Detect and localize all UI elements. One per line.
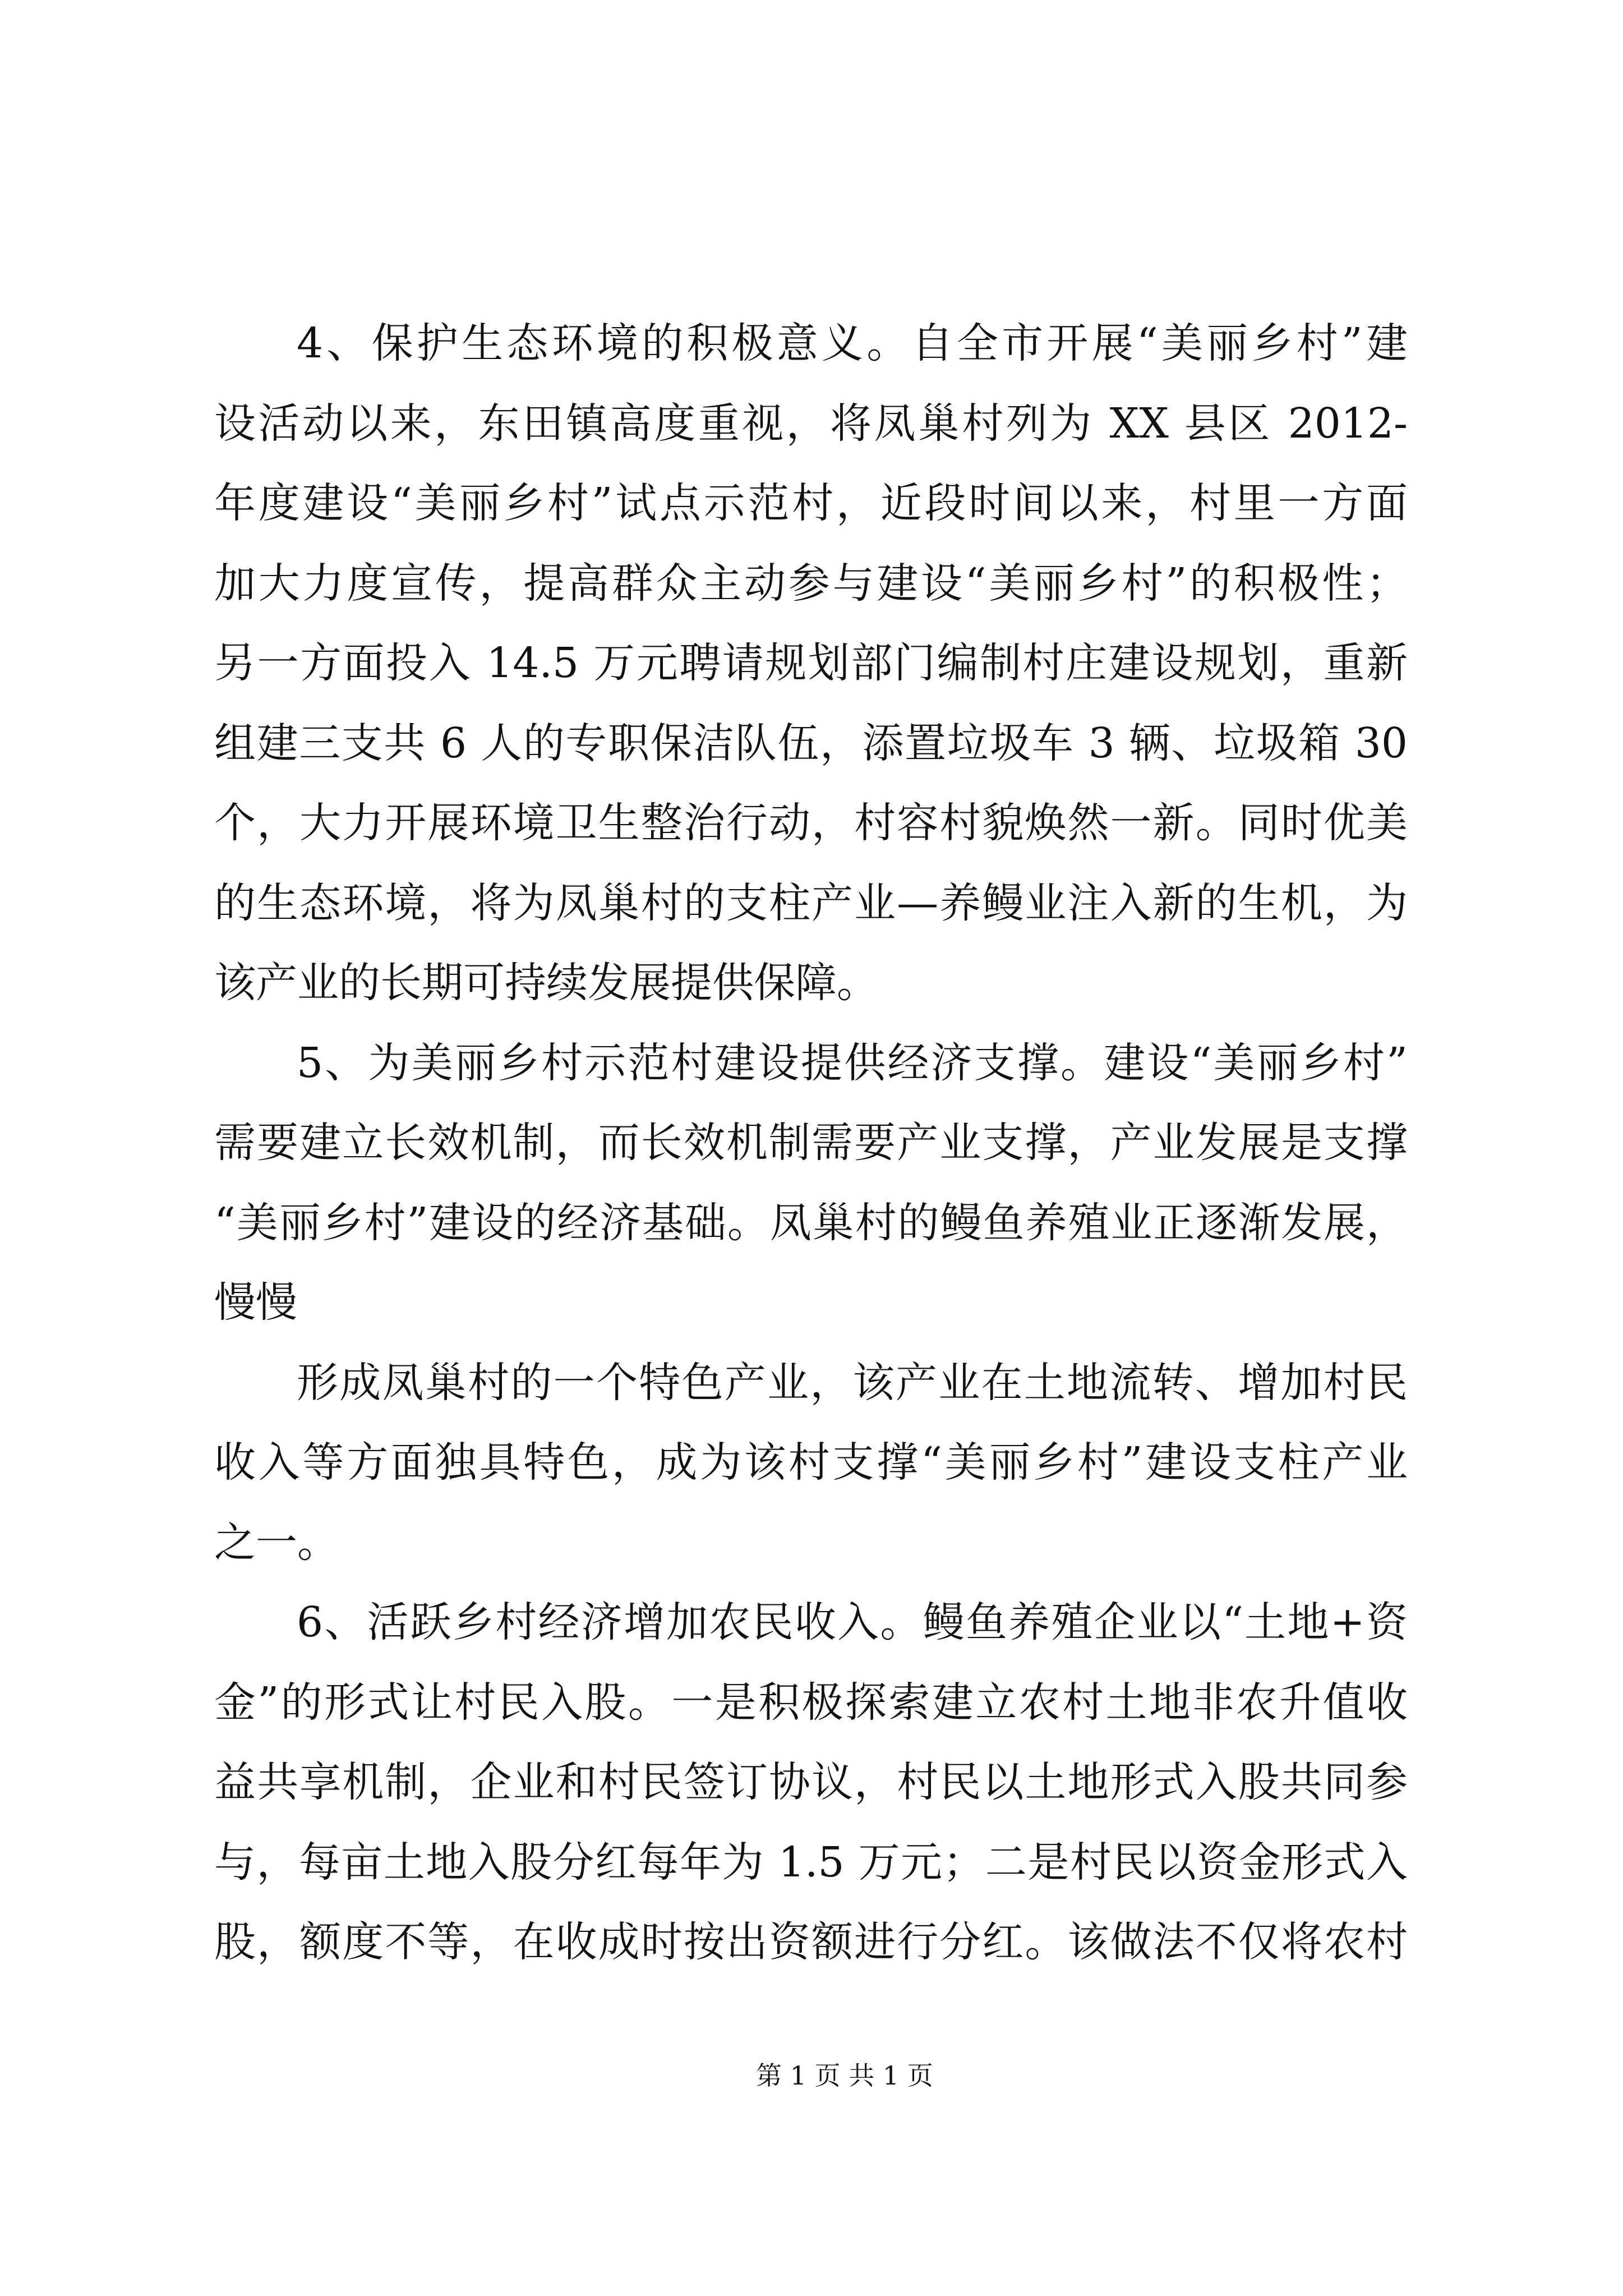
text-line: 金”的形式让村民入股。一是积极探索建立农村土地非农升值收	[214, 1678, 1408, 1727]
text-line: 该产业的长期可持续发展提供保障。	[214, 959, 878, 1007]
page-footer: 第 1 页 共 1 页	[756, 2060, 933, 2091]
text-line: 组建三支共 6 人的专职保洁队伍，添置垃圾车 3 辆、垃圾箱 30	[214, 719, 1408, 767]
text-line: 之一。	[214, 1518, 339, 1567]
paragraph-4	[214, 303, 1408, 1023]
text-line: 个，大力开展环境卫生整治行动，村容村貌焕然一新。同时优美	[214, 799, 1408, 847]
text-line: 形成凤巢村的一个特色产业，该产业在土地流转、增加村民	[297, 1358, 1408, 1407]
text-line: 设活动以来，东田镇高度重视，将凤巢村列为 XX 县区 2012-	[214, 399, 1408, 448]
paragraph-6	[214, 1582, 1408, 1982]
document-body	[214, 303, 1408, 1982]
text-line: 股，额度不等，在收成时按出资额进行分红。该做法不仅将农村	[214, 1918, 1408, 1966]
text-line: 加大力度宣传，提高群众主动参与建设“美丽乡村”的积极性；	[214, 559, 1408, 608]
text-line: 6、活跃乡村经济增加农民收入。鳗鱼养殖企业以“土地+资	[297, 1598, 1408, 1646]
text-line: “美丽乡村”建设的经济基础。凤巢村的鳗鱼养殖业正逐渐发展，	[214, 1198, 1408, 1247]
text-line: 的生态环境，将为凤巢村的支柱产业—养鳗业注入新的生机，为	[214, 878, 1408, 927]
text-line: 慢慢	[214, 1278, 297, 1327]
paragraph-5	[214, 1023, 1408, 1343]
text-line: 与，每亩土地入股分红每年为 1.5 万元；二是村民以资金形式入	[214, 1838, 1408, 1887]
text-line: 需要建立长效机制，而长效机制需要产业支撑，产业发展是支撑	[214, 1119, 1408, 1167]
text-line: 另一方面投入 14.5 万元聘请规划部门编制村庄建设规划，重新	[214, 639, 1408, 687]
text-line: 年度建设“美丽乡村”试点示范村，近段时间以来，村里一方面	[214, 479, 1408, 527]
text-line: 收入等方面独具特色，成为该村支撑“美丽乡村”建设支柱产业	[214, 1438, 1408, 1487]
text-line: 4、保护生态环境的积极意义。自全市开展“美丽乡村”建	[297, 319, 1408, 367]
text-line: 5、为美丽乡村示范村建设提供经济支撑。建设“美丽乡村”	[297, 1038, 1408, 1087]
text-line: 益共享机制，企业和村民签订协议，村民以土地形式入股共同参	[214, 1758, 1408, 1806]
paragraph-continuation	[214, 1343, 1408, 1583]
